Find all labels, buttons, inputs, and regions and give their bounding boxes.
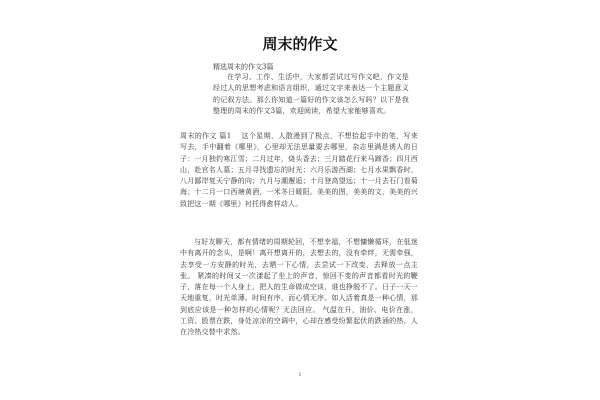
section-heading: 周末的作文 篇1	[180, 132, 232, 140]
page-number: 1	[298, 372, 302, 378]
paragraph-1-text: 这个星期，人散漫到了极点，不想拾起手中的笔，写来写去，手中翻着《哪里》，心里却无法思量要去哪里，杂志里满是诱人的日子：一月独钓寒江雪；二月过年，烧头香去；三月踏花行来马蹄香；四月西山，赴官名人墓；五月寻找遗忘的时光；六月乐游西湖；七月水果飘香时，八月鄙岸复天宁静的向；九月与潮邂逅；十月登高望远；十一月去石门看菊海；十二月一口西塘黄酒，一米冬日暖阳。美美的图，美美的文，美美的兴致把这一期《哪里》衬托得愈样动人。	[180, 132, 418, 208]
body-paragraph-1	[180, 131, 418, 210]
intro-paragraph: 在学习、工作、生活中，大家都尝试过写作文吧，作文是经过人的思想考虑和语言组织，通过文字来表达一个主题意义的记叙方法。那么你知道一篇好的作文该怎么写吗？以下是我整理的周末的作文3篇，欢迎阅读，希望大家能够喜欢。	[213, 73, 409, 115]
page-title: 周末的作文	[262, 35, 338, 53]
document-subtitle: 精选周末的作文3篇	[213, 63, 274, 71]
body-paragraph-2: 与好友聊天，都有情绪的周期轮回，不想幸福，不想慵懒循环，在低迷中有离开的念头，是啊！离开想离开的，去想去的，没有牵绊，无需牵强，去享受一方安静的时光，去晒一下心情，去尝试一下改变，去释放一点主张。 紧凑的时间又一次漾起了坐上的声音，惊回不变的声音都看时光的鞭子，落在每一个人身上，把人的生命做成空谈，谁也挣脱不了。日子一天一天地重复，时光单薄。时间有序，而心情无序。如人活着真是一种心情，那到底应该是一种怎样的心情呢？无法回应。 气温在升，油价、电价在涨，工资、股票在跌，身处凉凉的空调中，心却在感受纷繁起伏的跌涌的热，人在冷热交替中求然。	[180, 238, 418, 337]
